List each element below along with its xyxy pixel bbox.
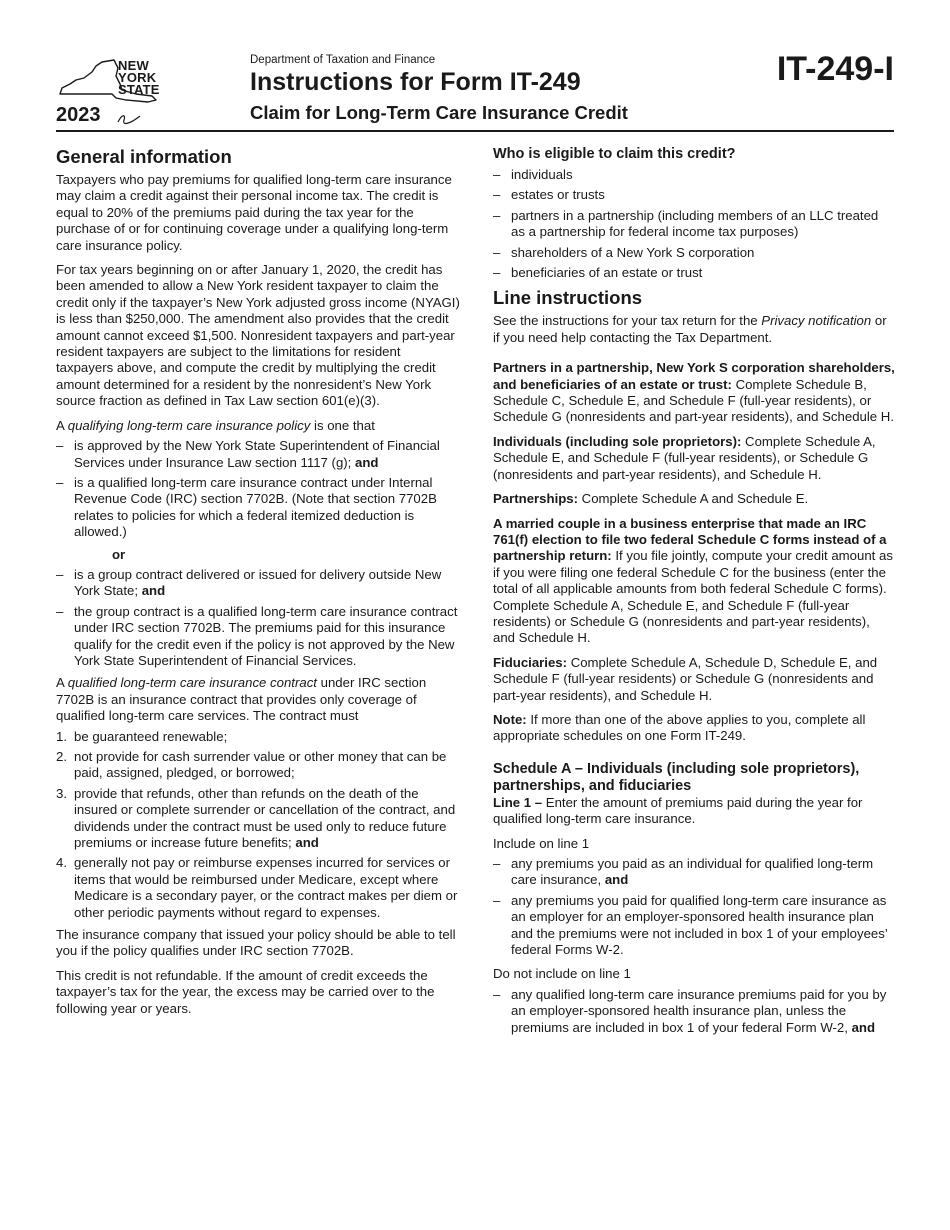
text: any premiums you paid for qualified long-term care insurance as an employer for an employer-sponsored health insurance plan and the premiums were not included in box 1 of your employees’ federal Forms W-2.: [511, 892, 888, 958]
emphasis: qualifying long-term care insurance policy: [67, 417, 311, 433]
paragraph: Do not include on line 1: [493, 966, 631, 982]
paragraph: [493, 795, 895, 828]
section-heading-schedule-a: Schedule A – Individuals (including sole proprietors), partnerships, and fiduciaries: [493, 760, 860, 794]
nys-logo: [56, 58, 176, 130]
bold-text: Fiduciaries:: [493, 654, 568, 670]
paragraph: The insurance company that issued your policy should be able to tell you if the policy qualifies under IRC section 7702B.: [56, 927, 456, 959]
list-item: [56, 749, 460, 782]
instruction-block: [493, 516, 895, 647]
instruction-block: [493, 360, 895, 426]
bold-text: and: [604, 872, 629, 888]
list-item: – beneficiaries of an estate or trust: [493, 265, 895, 281]
list-item: [56, 729, 460, 745]
header-divider: [56, 130, 894, 132]
list-item: [56, 567, 460, 600]
item-number: 3.: [56, 785, 67, 801]
bold-text: and: [355, 454, 379, 470]
instruction-block: [493, 655, 895, 704]
right-column: [493, 146, 895, 1042]
bold-text: Line 1 –: [493, 794, 543, 810]
text: Complete Schedule A, Schedule E, and Schedule F (full-year residents), or Schedule G (nonresidents and part-year residents), and Schedule H.: [493, 433, 876, 482]
logo-line: STATE: [118, 82, 160, 97]
instruction-block: [493, 434, 895, 483]
eligible-list: [493, 167, 895, 281]
text: be guaranteed renewable;: [74, 728, 228, 744]
text: any premiums you paid as an individual for qualified long-term care insurance,: [511, 856, 874, 888]
bold-text: Partnerships:: [493, 491, 579, 507]
text: not provide for cash surrender value or other money that can be paid, assigned, pledged, or borrowed;: [74, 749, 447, 781]
bold-text: Individuals (including sole proprietors):: [493, 433, 742, 449]
emphasis: Privacy notification: [761, 313, 872, 329]
bold-text: A married couple in a business enterprise that made an IRC 761(f) election to file two federal Schedule C forms instead of a partnership return:: [493, 515, 887, 564]
text: provide that refunds, other than refunds on the death of the insured or complete surrender or cancellation of the contract, and dividends under the contract must be used only to reduce future premiums or increase future benefits;: [74, 785, 456, 851]
bold-text: Note:: [493, 711, 527, 727]
page-header: [56, 50, 894, 132]
paragraph: Include on line 1: [493, 835, 590, 851]
paragraph: [493, 313, 895, 346]
list-item: [56, 786, 460, 852]
logo-wordmark: [118, 60, 160, 96]
page-subtitle: Claim for Long-Term Care Insurance Credit: [250, 102, 628, 123]
paragraph: Taxpayers who pay premiums for qualified long-term care insurance may claim a credit against their personal income tax. The credit is equal to 20% of the premiums paid during the tax year for the purchase of or for continuing coverage under a qualifying long-term care insurance policy.: [56, 172, 452, 253]
text: the group contract is a qualified long-term care insurance contract under IRC section 7702B. The premiums paid for this insurance qualify for the credit even if the policy is not approved by the New York State Superintendent of Financial Services.: [74, 603, 458, 668]
text: If more than one of the above applies to you, complete all appropriate schedules on one Form IT-249.: [493, 711, 866, 744]
instruction-block: [493, 712, 895, 745]
text: See the instructions for your tax return for the: [493, 313, 762, 329]
logo-line: NEW: [118, 58, 149, 73]
policy-list: [56, 438, 460, 540]
text: under IRC section 7702B is an insurance contract that provides only coverage of qualified long-term care services. The contract must: [56, 675, 427, 724]
left-column: [56, 146, 460, 1025]
section-heading-eligible: Who is eligible to claim this credit?: [493, 146, 736, 162]
list-item: – estates or trusts: [493, 187, 895, 203]
item-number: 4.: [56, 855, 67, 871]
item-number: 2.: [56, 749, 67, 764]
text: Complete Schedule A and Schedule E.: [578, 491, 809, 507]
instruction-block: [493, 491, 895, 507]
text: A: [56, 417, 68, 433]
text: Complete Schedule A, Schedule D, Schedule E, and Schedule F (full-year residents) or Schedule G (nonresidents and part-year residents), and Schedule H.: [493, 654, 878, 703]
list-item: [56, 855, 460, 921]
paragraph: [56, 418, 460, 434]
policy-list-2: [56, 567, 460, 669]
logo-line: YORK: [118, 70, 157, 85]
list-item: – individuals: [493, 167, 895, 183]
include-list: [493, 856, 895, 958]
signature-flourish-icon: [116, 112, 142, 126]
department-name: Department of Taxation and Finance: [250, 54, 436, 66]
list-item: [493, 987, 895, 1036]
text: or if you need help contacting the Tax Department.: [493, 313, 887, 345]
text: generally not pay or reimburse expenses incurred for services or items that would be reimbursed under Medicare, except where Medicare is a secondary payer, or the contract makes per diem or other periodic payments without regard to expenses.: [74, 855, 458, 920]
list-item: [493, 856, 895, 889]
bold-text: and: [295, 835, 319, 851]
list-item: [493, 893, 895, 959]
text: is approved by the New York State Superintendent of Financial Services under Insurance Law section 1117 (g);: [74, 438, 440, 470]
text: is one that: [310, 417, 375, 433]
paragraph: For tax years beginning on or after January 1, 2020, the credit has been amended to allow a New York resident taxpayer to claim the credit only if the taxpayer’s New York adjusted gross income (NYAGI) is less than $250,000. The amendment also provides that the credit amount cannot exceed $1,500. Nonresident taxpayers and part-year resident taxpayers are subject to the limitations for resident taxpayers above, and compute the credit by multiplying the credit amount determined for a resident by the nonresident’s New York source fraction as defined in Tax Law section 601(e)(3).: [56, 262, 460, 409]
text: is a group contract delivered or issued for delivery outside New York State;: [74, 566, 442, 599]
text: any qualified long-term care insurance premiums paid for you by an employer-sponsored health insurance plan, unless the premiums are included in box 1 of your federal Form W-2,: [511, 986, 887, 1035]
list-item: [56, 604, 460, 670]
item-number: 1.: [56, 728, 67, 744]
page-title: Instructions for Form IT-249: [250, 68, 581, 96]
list-item: [56, 475, 460, 541]
contract-requirements-list: [56, 729, 460, 921]
section-heading-general: General information: [56, 146, 232, 167]
text: Complete Schedule B, Schedule C, Schedule E, and Schedule F (full-year residents), or Schedule G (nonresidents and part-year residents), and Schedule H.: [493, 376, 894, 425]
paragraph: [56, 675, 460, 724]
exclude-list: [493, 987, 895, 1036]
list-item: [56, 438, 460, 471]
bold-text: and: [851, 1019, 876, 1035]
text: is a qualified long-term care insurance contract under Internal Revenue Code (IRC) section 7702B. (Note that section 7702B relates to policies for which a federal itemized deduction is allowed.): [74, 474, 437, 540]
paragraph: This credit is not refundable. If the amount of credit exceeds the taxpayer’s tax for the year, the excess may be carried over to the following year or years.: [56, 967, 435, 1016]
bold-text: Partners in a partnership, New York S corporation shareholders, and beneficiaries of an estate or trust:: [493, 360, 895, 392]
list-item: – shareholders of a New York S corporation: [493, 245, 895, 261]
bold-text: and: [141, 583, 166, 599]
text: Enter the amount of premiums paid during the year for qualified long-term care insurance.: [493, 794, 863, 827]
text: If you file jointly, compute your credit amount as if you were filing one federal Schedule C for the business (enter the total of all applicable amounts from both federal Schedule C forms). Complete Schedule A, Schedule E, and Schedule F (full-year residents) or Schedule G (nonresidents and part-year residents), and Schedule H.: [493, 548, 893, 646]
tax-year: 2023: [56, 104, 101, 126]
section-heading-line-instructions: Line instructions: [493, 287, 643, 309]
or-separator: or: [112, 546, 126, 562]
text: A: [56, 675, 68, 691]
list-item: – partners in a partnership (including members of an LLC treated as a partnership for federal income tax purposes): [493, 208, 895, 241]
emphasis: qualified long-term care insurance contract: [67, 675, 317, 691]
form-id: IT-249-I: [776, 50, 894, 88]
